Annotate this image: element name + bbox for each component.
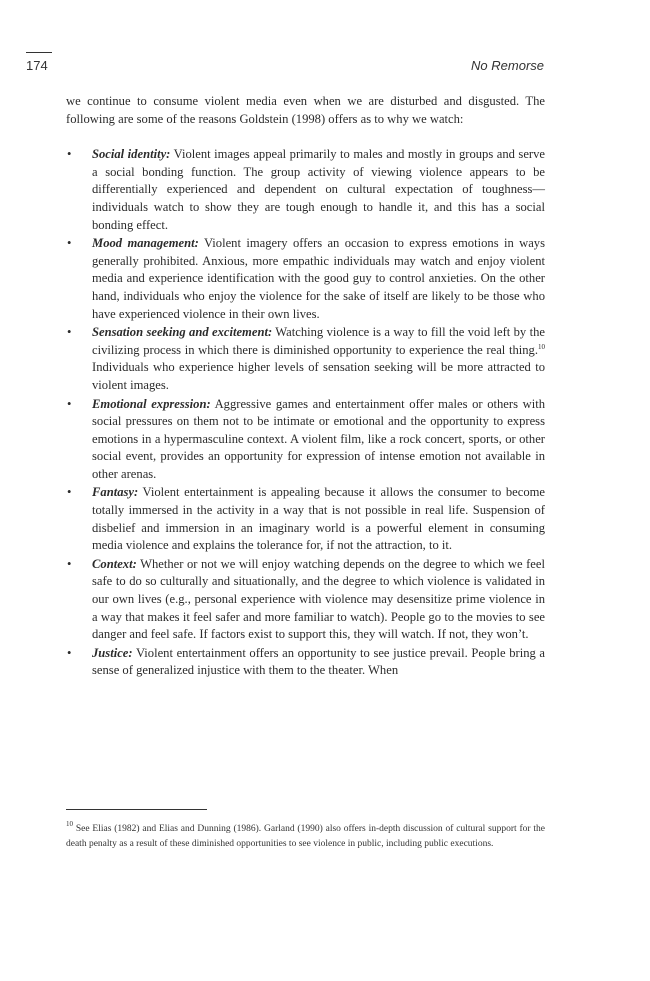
list-item-term: Sensation seeking and excitement: (92, 325, 273, 340)
bullet-glyph: • (67, 485, 72, 500)
footnote (66, 822, 545, 851)
list-item-text: Violent entertainment is appealing because it allows the consumer to become totally immersed in the activity in a way that is not possible in real life. Suspension of disbelief and immersion in an imaginary world is a powerful element in consuming media violence and explains the tolerance for, if not the attraction, to it. (92, 485, 545, 553)
page-number: 174 (26, 58, 48, 73)
list-item-term: Justice: (92, 645, 133, 660)
list-item-text-continued: Individuals who experience higher levels of sensation seeking will be more attracted to violent images. (92, 360, 545, 392)
list-item-text: Violent entertainment offers an opportunity to see justice prevail. People bring a sense of generalized injustice with them to the theater. When (92, 645, 545, 678)
bullet-glyph: • (67, 396, 72, 411)
list-item (66, 396, 545, 484)
bullet-glyph: • (67, 147, 72, 162)
reasons-list (66, 146, 545, 680)
list-item-text: Aggressive games and entertainment offer males or others with social pressures on them not to be intimate or emotional and the opportunity to express emotions in a hypermasculine context. A violent film, like a rock concert, sports, or other social event, provides an opportunity for expression of intense emotion not available in other arenas. (92, 396, 545, 481)
footnote-text: See Elias (1982) and Elias and Dunning (1986). Garland (1990) also offers in-depth discussion of cultural support for the death penalty as a result of these diminished opportunities to see violence in public, including public executions. (66, 824, 545, 849)
footnote-number: 10 (66, 820, 73, 828)
list-item-term: Context: (92, 556, 137, 571)
list-item-term: Social identity: (92, 147, 171, 162)
list-item (66, 324, 545, 394)
bullet-glyph: • (67, 325, 72, 340)
running-head: No Remorse (471, 58, 544, 73)
list-item-term: Mood management: (92, 236, 199, 251)
bullet-glyph: • (67, 645, 72, 660)
list-item (66, 484, 545, 554)
footnote-ref: 10 (538, 342, 545, 351)
list-item-text: Violent images appeal primarily to males and mostly in groups and serve a social bonding function. The group activity of viewing violence appears to be differentially experienced and dependent on cultural expectation of toughness—individuals watch to show they are tough enough to handle it, and this has a social bonding effect. (92, 147, 545, 232)
intro-paragraph: we continue to consume violent media even when we are disturbed and disgusted. The following are some of the reasons Goldstein (1998) offers as to why we watch: (66, 94, 545, 126)
list-item-text: Whether or not we will enjoy watching depends on the degree to which we feel safe to do so culturally and situationally, and the degree to which violence is validated in our own lives (e.g., personal experience with violence may desensitize prime violence in a way that makes it feel safer and more familiar to watch). People go to the movies to see danger and feel safe. If factors exist to support this, they will watch. If not, they won’t. (92, 556, 545, 642)
list-item (66, 146, 545, 234)
list-item (66, 556, 545, 644)
list-item-text: Violent imagery offers an occasion to express emotions in ways generally prohibited. Anxious, more empathic individuals may watch and enjoy violent media and experience identification with the good guy to control anxieties. On the other hand, individuals who enjoy the violence for the sake of itself are likely to be those who have experienced violence in their own lives. (92, 236, 546, 321)
list-item-term: Emotional expression: (92, 396, 211, 411)
list-item-text: Watching violence is a way to fill the void left by the civilizing process in which there is diminished opportunity to experience the real thing. (92, 325, 545, 357)
header-rule (26, 52, 52, 53)
list-item (66, 645, 545, 680)
footnote-rule (66, 809, 207, 810)
list-item-term: Fantasy: (92, 485, 139, 500)
body-text (66, 93, 545, 681)
list-item (66, 235, 545, 323)
bullet-glyph: • (67, 236, 72, 251)
bullet-glyph: • (67, 556, 72, 571)
